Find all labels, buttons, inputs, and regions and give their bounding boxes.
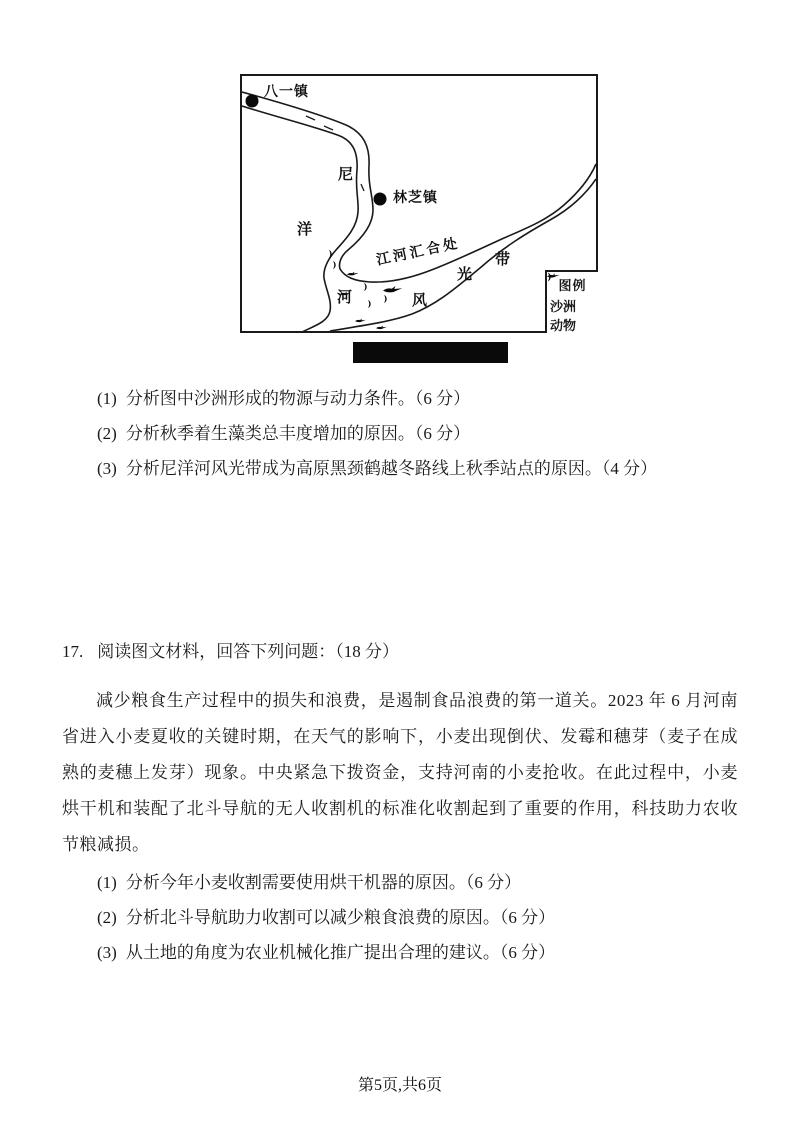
bayi-town-label: 八一镇 bbox=[264, 85, 309, 100]
question17-subquestions bbox=[62, 872, 738, 964]
subquestion-text: 分析今年小麦收割需要使用烘干机器的原因。（6 分） bbox=[125, 873, 522, 892]
river-name-char: 洋 bbox=[297, 222, 313, 238]
animal-icon bbox=[376, 326, 387, 330]
legend-title: 图例 bbox=[558, 278, 587, 293]
question17-header bbox=[62, 641, 738, 663]
flow-mark bbox=[361, 184, 364, 191]
map-legend bbox=[545, 270, 598, 333]
subquestion-number: (1) bbox=[97, 873, 117, 892]
subquestion bbox=[97, 907, 738, 929]
question16-subquestions bbox=[97, 388, 757, 493]
niyang-river-map bbox=[240, 74, 598, 333]
subquestion-number: (3) bbox=[97, 459, 117, 478]
question17-material: 减少粮食生产过程中的损失和浪费，是遏制食品浪费的第一道关。2023 年 6 月河南省进入小麦夏收的关键时期，在天气的影响下，小麦出现倒伏、发霉和穗芽（麦子在成熟的麦穗上发芽）现象。中央紧急下拨资金，支持河南的小麦抢收。在此过程中，小麦烘干机和装配了北斗导航的无人收割机的标准化收割起到了重要的作用，科技助力农收节粮减损。 bbox=[62, 691, 738, 854]
sandbar-icon bbox=[364, 283, 367, 291]
sandbar-icon bbox=[384, 295, 387, 303]
linzhi-town-dot bbox=[374, 193, 387, 206]
legend-label: 动物 bbox=[550, 317, 577, 333]
legend-label: 沙洲 bbox=[550, 298, 577, 314]
river-name-char: 尼 bbox=[338, 167, 354, 183]
subquestion-text: 分析尼洋河风光带成为高原黑颈鹤越冬路线上秋季站点的原因。（4 分） bbox=[125, 459, 658, 478]
animal-icon bbox=[383, 286, 402, 292]
subquestion-text: 分析图中沙洲形成的物源与动力条件。（6 分） bbox=[125, 389, 471, 408]
subquestion-number: (2) bbox=[97, 424, 117, 443]
subquestion bbox=[97, 423, 757, 445]
question-title: 阅读图文材料，回答下列问题：（18 分） bbox=[97, 642, 399, 661]
confluence-label: 江河汇合处 bbox=[375, 236, 462, 269]
animal-icon bbox=[355, 319, 366, 323]
scenic-belt-char: 光 bbox=[457, 267, 473, 283]
subquestion-text: 分析秋季着生藻类总丰度增加的原因。（6 分） bbox=[125, 424, 471, 443]
scenic-belt-char: 风 bbox=[412, 293, 428, 309]
legend-item-sandbar bbox=[550, 297, 598, 313]
subquestion bbox=[97, 872, 738, 894]
animal-icon bbox=[347, 272, 359, 276]
river-name-char: 河 bbox=[337, 290, 353, 306]
bayi-town-dot bbox=[246, 95, 259, 108]
flow-mark bbox=[324, 126, 333, 130]
subquestion bbox=[97, 458, 757, 480]
subquestion-number: (2) bbox=[97, 908, 117, 927]
subquestion-number: (3) bbox=[97, 943, 117, 962]
subquestion-text: 从土地的角度为农业机械化推广提出合理的建议。（6 分） bbox=[125, 943, 556, 962]
legend-item-animal bbox=[550, 316, 598, 332]
scenic-belt-char: 带 bbox=[495, 252, 511, 268]
flow-mark bbox=[306, 116, 315, 120]
sandbar-icon bbox=[333, 261, 336, 269]
subquestion bbox=[97, 942, 738, 964]
page-number: 第5页,共6页 bbox=[357, 1077, 442, 1094]
subquestion-number: (1) bbox=[97, 389, 117, 408]
animal-icon bbox=[547, 272, 560, 280]
subquestion-text: 分析北斗导航助力收割可以减少粮食浪费的原因。（6 分） bbox=[125, 908, 556, 927]
question-number: 17. bbox=[62, 642, 84, 661]
linzhi-town-label: 林芝镇 bbox=[393, 191, 438, 206]
figure-caption-redacted-bar bbox=[353, 342, 508, 363]
sandbar-icon bbox=[368, 300, 371, 308]
subquestion bbox=[97, 388, 757, 410]
question17 bbox=[62, 641, 738, 977]
